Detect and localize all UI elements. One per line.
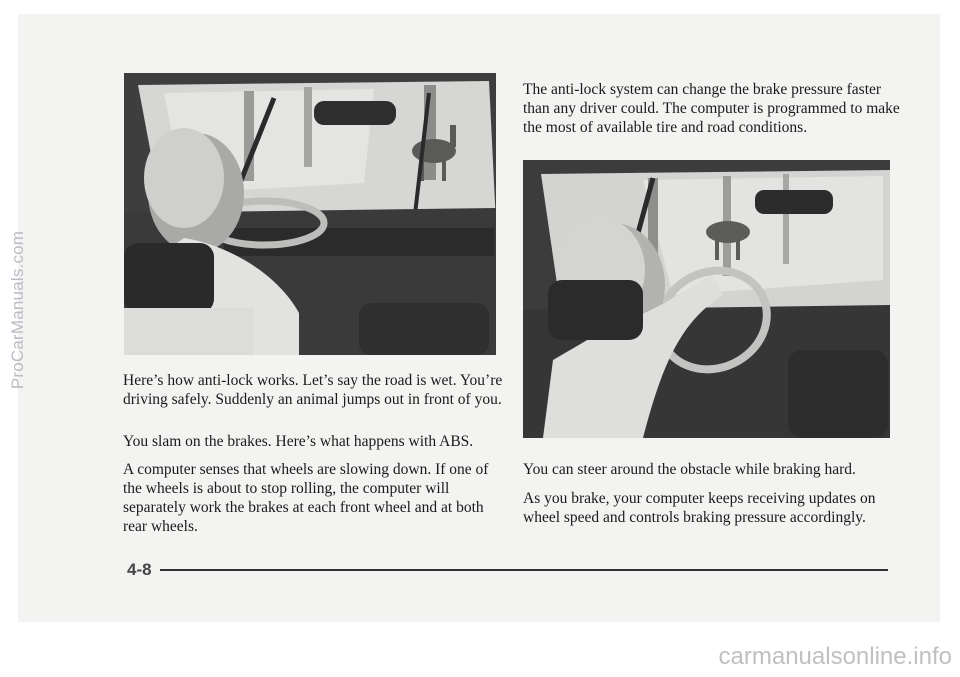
illustration-driver-animal-ahead-drawing	[124, 73, 496, 355]
page-number: 4-8	[127, 560, 152, 579]
footer-rule	[160, 569, 888, 571]
illustration-driver-steering-around	[523, 160, 890, 438]
paragraph-slam-brakes: You slam on the brakes. Here’s what happens with ABS.	[123, 433, 474, 450]
bottom-watermark: carmanualsonline.info	[718, 643, 952, 670]
paragraph-wheel-speed-updates: As you brake, your computer keeps receiving updates on wheel speed and controls braking pressure accordingly.	[523, 490, 876, 526]
side-watermark: ProCarManuals.com	[8, 230, 27, 390]
paragraph-computer-senses: A computer senses that wheels are slowing down. If one of the wheels is about to stop rolling, the computer will separately work the brakes at each front wheel and at both rear wheels.	[123, 461, 489, 535]
paragraph-abs-system-speed: The anti-lock system can change the brake pressure faster than any driver could. The computer is programmed to make the most of available tire and road conditions.	[523, 81, 900, 136]
illustration-driver-steering-around-drawing	[523, 160, 890, 438]
illustration-driver-animal-ahead	[124, 73, 496, 355]
paragraph-scenario-intro: Here’s how anti-lock works. Let’s say the road is wet. You’re driving safely. Suddenly an animal jumps out in front of you.	[123, 372, 503, 408]
paragraph-steer-around: You can steer around the obstacle while braking hard.	[523, 461, 856, 478]
